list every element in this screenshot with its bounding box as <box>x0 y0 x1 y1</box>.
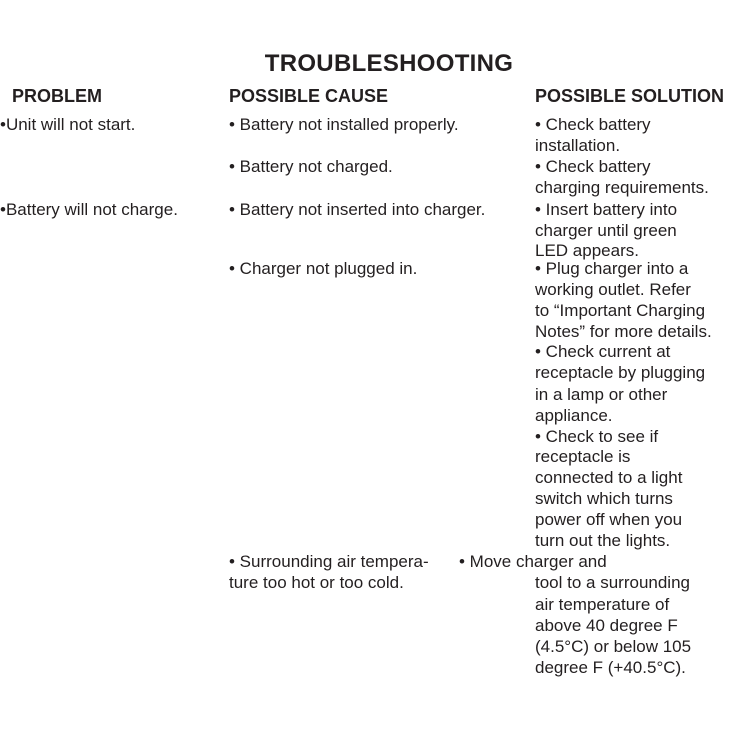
solution-line: to “Important Charging <box>535 301 706 320</box>
solution-line: • Check battery <box>535 157 651 176</box>
solution-line: in a lamp or other <box>535 385 668 404</box>
problem-column-header: PROBLEM <box>12 86 102 106</box>
solution-line: LED appears. <box>535 241 639 260</box>
solution-line: power off when you <box>535 510 683 529</box>
cause-item: • Battery not charged. <box>229 157 393 176</box>
solution-line: degree F (+40.5°C). <box>535 658 686 677</box>
solution-line: tool to a surrounding <box>535 573 690 592</box>
page-title: TROUBLESHOOTING <box>264 50 514 77</box>
solution-line: connected to a light <box>535 468 683 487</box>
solution-line: appliance. <box>535 406 613 425</box>
problem-item: •Battery will not charge. <box>0 200 178 219</box>
solution-line: • Plug charger into a <box>535 259 689 278</box>
cause-item: ture too hot or too cold. <box>229 573 404 592</box>
cause-item: • Surrounding air tempera- <box>229 552 429 571</box>
solution-line: above 40 degree F <box>535 616 678 635</box>
cause-item: • Battery not installed properly. <box>229 115 459 134</box>
solution-line: charger until green <box>535 221 677 240</box>
solution-line: • Insert battery into <box>535 200 678 219</box>
solution-line: • Check to see if <box>535 427 659 446</box>
solution-line: Notes” for more details. <box>535 322 712 341</box>
solution-line: • Check current at <box>535 342 671 361</box>
solution-line: turn out the lights. <box>535 531 671 550</box>
solution-line: charging requirements. <box>535 178 709 197</box>
cause-item: • Charger not plugged in. <box>229 259 418 278</box>
solution-line: switch which turns <box>535 489 673 508</box>
solution-line: installation. <box>535 136 621 155</box>
solution-line: • Move charger and <box>459 552 607 571</box>
solution-line: receptacle by plugging <box>535 363 706 382</box>
problem-item: •Unit will not start. <box>0 115 136 134</box>
solution-line: • Check battery <box>535 115 651 134</box>
solution-line: working outlet. Refer <box>535 280 691 299</box>
solution-column-header: POSSIBLE SOLUTION <box>535 86 725 106</box>
cause-column-header: POSSIBLE CAUSE <box>229 86 389 106</box>
solution-line: receptacle is <box>535 447 631 466</box>
solution-line: air temperature of <box>535 595 670 614</box>
cause-item: • Battery not inserted into charger. <box>229 200 486 219</box>
solution-line: (4.5°C) or below 105 <box>535 637 692 656</box>
